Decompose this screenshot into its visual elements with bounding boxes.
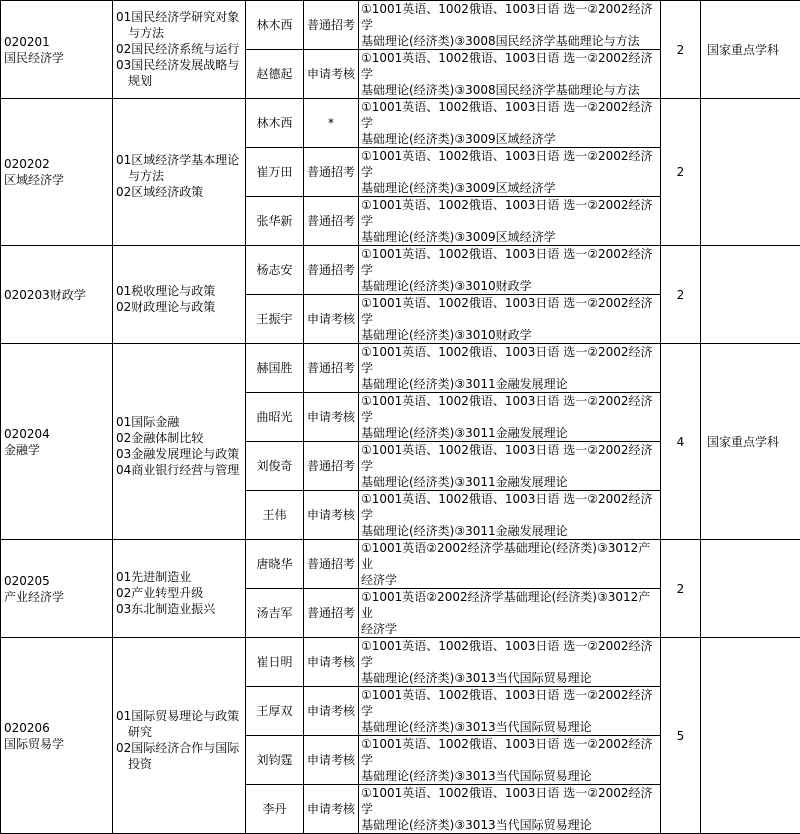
- exam-line: 基础理论(经济类)③3013当代国际贸易理论: [361, 719, 658, 735]
- tutor-name: 汤吉军: [246, 589, 304, 638]
- direction-line: 01先进制造业: [116, 569, 243, 585]
- tutor-name: 刘钧霆: [246, 736, 304, 785]
- tutor-name: 刘俊奇: [246, 442, 304, 491]
- remark: [701, 540, 800, 638]
- admission-mode: 普通招考: [304, 442, 359, 491]
- exam-subjects: [359, 246, 661, 295]
- exam-subjects: [359, 295, 661, 344]
- tutor-name: 崔万田: [246, 148, 304, 197]
- exam-subjects: [359, 442, 661, 491]
- tutor-name: 林木西: [246, 1, 304, 50]
- exam-line: ①1001英语、1002俄语、1003日语 选一②2002经济学: [361, 99, 658, 131]
- remark: [701, 638, 800, 834]
- exam-subjects: [359, 148, 661, 197]
- exam-line: 基础理论(经济类)③3011金融发展理论: [361, 523, 658, 539]
- remark: [701, 99, 800, 246]
- direction-line: 03金融发展理论与政策: [116, 446, 243, 462]
- major-code: 020206: [4, 720, 110, 736]
- table-row: [1, 99, 800, 148]
- table-body: [1, 1, 800, 834]
- direction-line: 02区域经济政策: [116, 184, 243, 200]
- admission-mode: 普通招考: [304, 246, 359, 295]
- admission-mode: 普通招考: [304, 1, 359, 50]
- enrollment-count: 2: [661, 246, 701, 344]
- exam-line: 经济学: [361, 572, 658, 588]
- major-name: 国际贸易学: [4, 736, 110, 752]
- major-cell: [1, 638, 113, 834]
- direction-line: 规划: [116, 73, 243, 89]
- research-directions: [113, 344, 246, 540]
- exam-line: ①1001英语②2002经济学基础理论(经济类)③3012产业: [361, 540, 658, 572]
- exam-line: ①1001英语、1002俄语、1003日语 选一②2002经济学: [361, 687, 658, 719]
- major-name: 产业经济学: [4, 589, 110, 605]
- exam-subjects: [359, 785, 661, 834]
- major-code: 020201: [4, 34, 110, 50]
- exam-subjects: [359, 687, 661, 736]
- remark: 国家重点学科: [701, 1, 800, 99]
- exam-subjects: [359, 638, 661, 687]
- direction-line: 04商业银行经营与管理: [116, 462, 243, 478]
- direction-line: 01国际贸易理论与政策: [116, 708, 243, 724]
- tutor-name: 赫国胜: [246, 344, 304, 393]
- direction-line: 与方法: [116, 25, 243, 41]
- tutor-name: 杨志安: [246, 246, 304, 295]
- exam-line: 基础理论(经济类)③3011金融发展理论: [361, 474, 658, 490]
- exam-subjects: [359, 736, 661, 785]
- exam-line: ①1001英语、1002俄语、1003日语 选一②2002经济学: [361, 148, 658, 180]
- table-row: [1, 540, 800, 589]
- major-cell: [1, 246, 113, 344]
- enrollment-count: 4: [661, 344, 701, 540]
- exam-line: 基础理论(经济类)③3008国民经济学基础理论与方法: [361, 33, 658, 49]
- tutor-name: 王厚双: [246, 687, 304, 736]
- exam-line: ①1001英语、1002俄语、1003日语 选一②2002经济学: [361, 246, 658, 278]
- exam-line: 基础理论(经济类)③3013当代国际贸易理论: [361, 817, 658, 833]
- exam-line: 基础理论(经济类)③3013当代国际贸易理论: [361, 768, 658, 784]
- exam-line: ①1001英语、1002俄语、1003日语 选一②2002经济学: [361, 50, 658, 82]
- exam-line: ①1001英语、1002俄语、1003日语 选一②2002经济学: [361, 393, 658, 425]
- admission-mode: *: [304, 99, 359, 148]
- enrollment-count: 2: [661, 540, 701, 638]
- tutor-name: 曲昭光: [246, 393, 304, 442]
- exam-subjects: [359, 344, 661, 393]
- admission-mode: 申请考核: [304, 491, 359, 540]
- tutor-name: 王振宇: [246, 295, 304, 344]
- admission-mode: 申请考核: [304, 295, 359, 344]
- enrollment-count: 2: [661, 1, 701, 99]
- enrollment-count: 2: [661, 99, 701, 246]
- exam-subjects: [359, 50, 661, 99]
- exam-line: 基础理论(经济类)③3009区域经济学: [361, 180, 658, 196]
- enrollment-count: 5: [661, 638, 701, 834]
- remark: 国家重点学科: [701, 344, 800, 540]
- exam-line: 基础理论(经济类)③3013当代国际贸易理论: [361, 670, 658, 686]
- major-code: 020205: [4, 573, 110, 589]
- exam-subjects: [359, 540, 661, 589]
- research-directions: [113, 246, 246, 344]
- exam-line: ①1001英语、1002俄语、1003日语 选一②2002经济学: [361, 638, 658, 670]
- tutor-name: 李丹: [246, 785, 304, 834]
- major-cell: [1, 1, 113, 99]
- admission-mode: 申请考核: [304, 736, 359, 785]
- exam-line: 基础理论(经济类)③3011金融发展理论: [361, 376, 658, 392]
- exam-subjects: [359, 99, 661, 148]
- exam-line: ①1001英语、1002俄语、1003日语 选一②2002经济学: [361, 197, 658, 229]
- direction-line: 02产业转型升级: [116, 585, 243, 601]
- table-row: [1, 638, 800, 687]
- exam-subjects: [359, 491, 661, 540]
- tutor-name: 赵德起: [246, 50, 304, 99]
- direction-line: 02财政理论与政策: [116, 299, 243, 315]
- major-cell: [1, 344, 113, 540]
- direction-line: 投资: [116, 756, 243, 772]
- direction-line: 03国民经济发展战略与: [116, 57, 243, 73]
- exam-line: ①1001英语、1002俄语、1003日语 选一②2002经济学: [361, 442, 658, 474]
- table-row: [1, 246, 800, 295]
- major-name: 区域经济学: [4, 172, 110, 188]
- exam-subjects: [359, 393, 661, 442]
- exam-line: 经济学: [361, 621, 658, 637]
- exam-line: ①1001英语、1002俄语、1003日语 选一②2002经济学: [361, 1, 658, 33]
- tutor-name: 林木西: [246, 99, 304, 148]
- exam-line: ①1001英语、1002俄语、1003日语 选一②2002经济学: [361, 344, 658, 376]
- exam-line: 基础理论(经济类)③3010财政学: [361, 327, 658, 343]
- admission-mode: 普通招考: [304, 589, 359, 638]
- admission-mode: 申请考核: [304, 50, 359, 99]
- admission-mode: 普通招考: [304, 197, 359, 246]
- exam-line: ①1001英语、1002俄语、1003日语 选一②2002经济学: [361, 736, 658, 768]
- exam-line: 基础理论(经济类)③3009区域经济学: [361, 131, 658, 147]
- exam-line: ①1001英语、1002俄语、1003日语 选一②2002经济学: [361, 295, 658, 327]
- exam-line: 基础理论(经济类)③3008国民经济学基础理论与方法: [361, 82, 658, 98]
- research-directions: [113, 1, 246, 99]
- exam-subjects: [359, 197, 661, 246]
- admission-mode: 申请考核: [304, 638, 359, 687]
- remark: [701, 246, 800, 344]
- research-directions: [113, 540, 246, 638]
- admission-mode: 普通招考: [304, 148, 359, 197]
- direction-line: 研究: [116, 724, 243, 740]
- table-row: [1, 1, 800, 50]
- admission-mode: 普通招考: [304, 540, 359, 589]
- major-code: 020202: [4, 156, 110, 172]
- tutor-name: 崔日明: [246, 638, 304, 687]
- direction-line: 02国民经济系统与运行: [116, 41, 243, 57]
- exam-subjects: [359, 1, 661, 50]
- table-row: [1, 344, 800, 393]
- direction-line: 01国际金融: [116, 414, 243, 430]
- major-name: 国民经济学: [4, 50, 110, 66]
- admission-mode: 申请考核: [304, 687, 359, 736]
- exam-line: 基础理论(经济类)③3009区域经济学: [361, 229, 658, 245]
- tutor-name: 张华新: [246, 197, 304, 246]
- major-cell: [1, 540, 113, 638]
- direction-line: 02国际经济合作与国际: [116, 740, 243, 756]
- major-cell: [1, 99, 113, 246]
- major-code: 020203财政学: [4, 287, 110, 303]
- admission-mode: 申请考核: [304, 393, 359, 442]
- research-directions: [113, 638, 246, 834]
- research-directions: [113, 99, 246, 246]
- exam-line: 基础理论(经济类)③3011金融发展理论: [361, 425, 658, 441]
- direction-line: 01区域经济学基本理论: [116, 152, 243, 168]
- exam-line: ①1001英语、1002俄语、1003日语 选一②2002经济学: [361, 785, 658, 817]
- major-name: 金融学: [4, 442, 110, 458]
- admission-mode: 申请考核: [304, 785, 359, 834]
- tutor-name: 王伟: [246, 491, 304, 540]
- direction-line: 与方法: [116, 168, 243, 184]
- tutor-name: 唐晓华: [246, 540, 304, 589]
- exam-subjects: [359, 589, 661, 638]
- direction-line: 01国民经济学研究对象: [116, 9, 243, 25]
- direction-line: 02金融体制比较: [116, 430, 243, 446]
- exam-line: ①1001英语、1002俄语、1003日语 选一②2002经济学: [361, 491, 658, 523]
- direction-line: 01税收理论与政策: [116, 283, 243, 299]
- major-code: 020204: [4, 426, 110, 442]
- exam-line: 基础理论(经济类)③3010财政学: [361, 278, 658, 294]
- exam-line: ①1001英语②2002经济学基础理论(经济类)③3012产业: [361, 589, 658, 621]
- direction-line: 03东北制造业振兴: [116, 601, 243, 617]
- admission-mode: 普通招考: [304, 344, 359, 393]
